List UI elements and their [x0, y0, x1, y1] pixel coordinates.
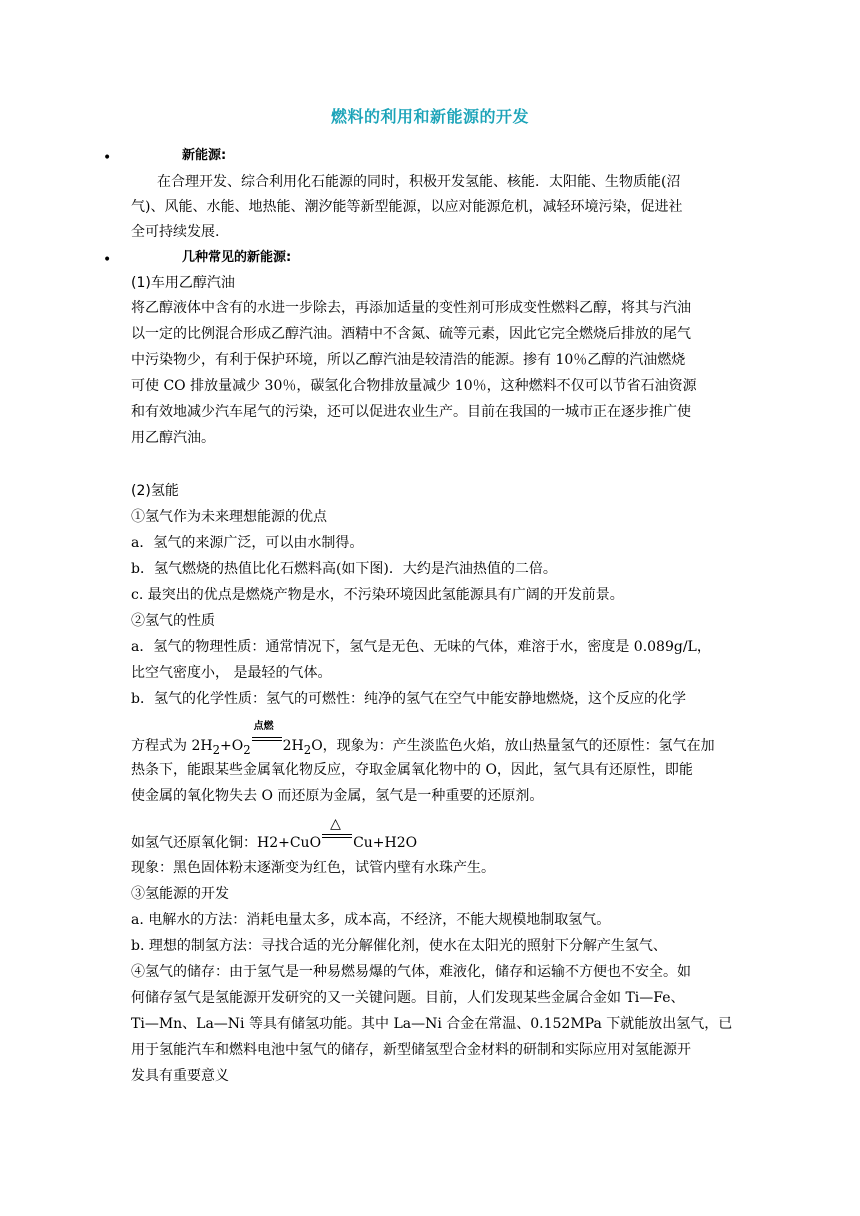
paragraph-line: 可使 CO 排放量减少 30％，碳氢化合物排放量减少 10％，这种燃料不仅可以节省石油资源: [131, 378, 697, 394]
paragraph-line: 将乙醇液体中含有的水进一步除去，再添加适量的变性剂可形成变性燃料乙醇，将其与汽油: [131, 300, 691, 316]
paragraph-line: b．氢气的化学性质：氢气的可燃性：纯净的氢气在空气中能安静地燃烧，这个反应的化学: [131, 691, 686, 707]
reduction-equation: 如氢气还原氧化铜：H2+CuO △ Cu+H2O: [131, 816, 418, 851]
paragraph-line: 何储存氢气是氢能源开发研究的又一关键问题。目前，人们发现某些金属合金如 Ti—Fe、: [131, 990, 685, 1006]
paragraph-line: ①氢气作为未来理想能源的优点: [131, 509, 327, 525]
paragraph-line: b. 理想的制氢方法：寻找合适的光分解催化剂，使水在太阳光的照射下分解产生氢气、: [131, 938, 667, 954]
paragraph-line: 用乙醇汽油。: [131, 430, 215, 446]
paragraph-line: 以一定的比例混合形成乙醇汽油。酒精中不含氮、硫等元素，因此它完全燃烧后排放的尾气: [131, 326, 691, 342]
paragraph-line: 用于氢能汽车和燃料电池中氢气的储存，新型储氢型合金材料的研制和实际应用对氢能源开: [131, 1042, 691, 1058]
paragraph-line: 发具有重要意义: [131, 1068, 229, 1084]
combustion-equation: 方程式为 $2H_2+O_2$ 点燃 $2H_2O$，现象为：产生淡监色火焰，放山热量氢气的还原性：氢气在加: [131, 721, 715, 757]
document-title: 燃料的利用和新能源的开发: [330, 107, 529, 126]
paragraph-line: c. 最突出的优点是燃烧产物是水，不污染环境因此氢能源具有广阔的开发前景。: [131, 587, 624, 603]
paragraph-line: 在合理开发、综合利用化石能源的同时，积极开发氢能、核能．太阳能、生物质能(沼: [157, 174, 681, 190]
paragraph-line: 中污染物少，有利于保护环境，所以乙醇汽油是较清浩的能源。掺有 10％乙醇的汽油燃烧: [131, 352, 686, 368]
paragraph-line: a．氢气的物理性质：通常情况下，氢气是无色、无味的气体，难溶于水，密度是 0.089g/L，: [131, 639, 711, 655]
paragraph-line: a．氢气的来源广泛，可以由水制得。: [131, 535, 364, 551]
paragraph-line: 和有效地减少汽车尾气的污染，还可以促进农业生产。目前在我国的一城市正在逐步推广使: [131, 404, 691, 420]
paragraph-line: b．氢气燃烧的热值比化石燃料高(如下图)．大约是汽油热值的二倍。: [131, 561, 557, 577]
bullet-dot: •: [103, 252, 112, 268]
paragraph-line: ②氢气的性质: [131, 613, 215, 629]
paragraph-line: 气)、风能、水能、地热能、潮汐能等新型能源，以应对能源危机，减轻环境污染，促进社: [131, 199, 683, 215]
paragraph-line: a. 电解水的方法：消耗电量太多，成本高，不经济，不能大规模地制取氢气。: [131, 912, 611, 928]
reaction-condition-ignite: 点燃: [252, 731, 282, 753]
paragraph-line: ③氢能源的开发: [131, 886, 229, 902]
reaction-condition-heat: △: [322, 828, 352, 850]
section-heading-common-energy: 几种常见的新能源:: [182, 250, 292, 265]
paragraph-line: 比空气密度小， 是最轻的气体。: [131, 665, 332, 681]
bullet-dot: •: [103, 150, 112, 166]
paragraph-line: 使金属的氧化物失去 O 而还原为金属，氢气是一种重要的还原剂。: [131, 788, 544, 804]
paragraph-line: ④氢气的储存：由于氢气是一种易燃易爆的气体，难液化，储存和运输不方便也不安全。如: [131, 964, 691, 980]
subheading-ethanol: (1)车用乙醇汽油: [131, 275, 235, 291]
paragraph-line: 全可持续发展.: [131, 224, 220, 240]
section-heading-new-energy: 新能源:: [182, 148, 227, 163]
paragraph-line: Ti—Mn、La—Ni 等具有储氢功能。其中 La—Ni 合金在常温、0.152MPa 下就能放出氢气，已: [131, 1016, 733, 1032]
subheading-hydrogen: (2)氢能: [131, 483, 179, 499]
paragraph-line: 现象：黑色固体粉末逐渐变为红色，试管内壁有水珠产生。: [131, 860, 495, 876]
paragraph-line: 热条下，能跟某些金属氧化物反应，夺取金属氧化物中的 O，因此，氢气具有还原性，即能: [131, 762, 693, 778]
